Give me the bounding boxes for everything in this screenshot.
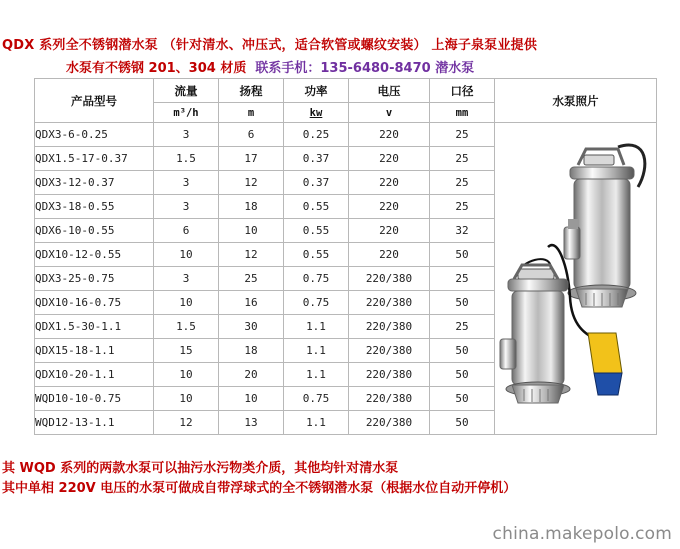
cell-model: QDX1.5-17-0.37 [35, 147, 154, 171]
table-row [35, 123, 657, 147]
col-header-head: 扬程 [219, 79, 284, 103]
cell-model: QDX10-12-0.55 [35, 243, 154, 267]
unit-flow: m³/h [154, 103, 219, 123]
cell-flow: 10 [154, 243, 219, 267]
cell-model: WQD12-13-1.1 [35, 411, 154, 435]
cell-power: 0.37 [284, 171, 349, 195]
cell-caliber: 50 [430, 387, 495, 411]
cell-voltage: 220 [349, 171, 430, 195]
unit-power: kw [284, 103, 349, 123]
cell-power: 0.55 [284, 219, 349, 243]
cell-caliber: 50 [430, 291, 495, 315]
contact-info: 联系手机：135-6480-8470 潜水泵 [255, 61, 475, 76]
cell-power: 1.1 [284, 363, 349, 387]
cell-voltage: 220/380 [349, 315, 430, 339]
header-subtitle [66, 57, 474, 76]
cell-caliber: 50 [430, 339, 495, 363]
cell-voltage: 220 [349, 219, 430, 243]
cell-voltage: 220 [349, 123, 430, 147]
cell-head: 17 [219, 147, 284, 171]
cell-voltage: 220/380 [349, 291, 430, 315]
cell-flow: 6 [154, 219, 219, 243]
cell-flow: 1.5 [154, 147, 219, 171]
cell-power: 0.75 [284, 387, 349, 411]
cell-flow: 3 [154, 123, 219, 147]
table-header-row [35, 79, 657, 103]
cell-caliber: 50 [430, 243, 495, 267]
cell-flow: 3 [154, 171, 219, 195]
header-title: QDX 系列全不锈钢潜水泵 （针对清水、冲压式，适合软管或螺纹安装） 上海子泉泵业提供 [2, 38, 538, 53]
cell-voltage: 220 [349, 243, 430, 267]
material-note: 水泵有不锈钢 201、304 材质 [66, 61, 247, 76]
float-switch-icon [588, 333, 622, 395]
unit-caliber: mm [430, 103, 495, 123]
col-header-model: 产品型号 [35, 79, 154, 123]
cell-model: QDX1.5-30-1.1 [35, 315, 154, 339]
col-header-caliber: 口径 [430, 79, 495, 103]
cell-flow: 10 [154, 363, 219, 387]
cell-model: QDX3-18-0.55 [35, 195, 154, 219]
watermark: china.makepolo.com [492, 524, 672, 544]
cell-head: 12 [219, 171, 284, 195]
cell-power: 1.1 [284, 315, 349, 339]
cell-head: 25 [219, 267, 284, 291]
cell-voltage: 220/380 [349, 363, 430, 387]
cell-flow: 1.5 [154, 315, 219, 339]
submersible-pump-icon [564, 145, 645, 307]
pump-photo [498, 127, 654, 427]
cell-power: 1.1 [284, 339, 349, 363]
cell-caliber: 32 [430, 219, 495, 243]
pump-photo-cell [495, 123, 657, 435]
cell-caliber: 50 [430, 363, 495, 387]
cell-head: 30 [219, 315, 284, 339]
cell-model: QDX6-10-0.55 [35, 219, 154, 243]
cell-flow: 15 [154, 339, 219, 363]
cell-voltage: 220/380 [349, 267, 430, 291]
cell-caliber: 25 [430, 267, 495, 291]
cell-voltage: 220 [349, 195, 430, 219]
cell-head: 12 [219, 243, 284, 267]
cell-head: 6 [219, 123, 284, 147]
cell-power: 0.75 [284, 291, 349, 315]
cell-caliber: 25 [430, 123, 495, 147]
cell-flow: 10 [154, 291, 219, 315]
cell-head: 16 [219, 291, 284, 315]
cell-head: 10 [219, 219, 284, 243]
cell-voltage: 220/380 [349, 339, 430, 363]
cell-voltage: 220/380 [349, 411, 430, 435]
cell-power: 0.25 [284, 123, 349, 147]
cell-head: 20 [219, 363, 284, 387]
cell-caliber: 25 [430, 315, 495, 339]
pump-spec-table [34, 78, 657, 435]
cell-power: 0.37 [284, 147, 349, 171]
cell-power: 0.55 [284, 243, 349, 267]
cell-flow: 12 [154, 411, 219, 435]
cell-flow: 3 [154, 195, 219, 219]
cell-head: 18 [219, 339, 284, 363]
cell-power: 1.1 [284, 411, 349, 435]
cell-caliber: 25 [430, 147, 495, 171]
cell-caliber: 25 [430, 195, 495, 219]
unit-head: m [219, 103, 284, 123]
col-header-power: 功率 [284, 79, 349, 103]
cell-model: QDX3-6-0.25 [35, 123, 154, 147]
cell-model: QDX3-12-0.37 [35, 171, 154, 195]
cell-caliber: 25 [430, 171, 495, 195]
cell-model: QDX15-18-1.1 [35, 339, 154, 363]
cell-voltage: 220/380 [349, 387, 430, 411]
cell-head: 18 [219, 195, 284, 219]
cell-model: QDX10-20-1.1 [35, 363, 154, 387]
col-header-photo: 水泵照片 [495, 79, 657, 123]
unit-voltage: v [349, 103, 430, 123]
cell-flow: 10 [154, 387, 219, 411]
table-body [35, 123, 657, 435]
footer-note-1: 其 WQD 系列的两款水泵可以抽污水污物类介质，其他均针对清水泵 [2, 461, 399, 476]
cell-voltage: 220 [349, 147, 430, 171]
cell-model: WQD10-10-0.75 [35, 387, 154, 411]
cell-head: 10 [219, 387, 284, 411]
cell-model: QDX3-25-0.75 [35, 267, 154, 291]
cell-head: 13 [219, 411, 284, 435]
cell-flow: 3 [154, 267, 219, 291]
footer-note-2: 其中单相 220V 电压的水泵可做成自带浮球式的全不锈钢潜水泵（根据水位自动开停机） [2, 481, 517, 496]
cell-model: QDX10-16-0.75 [35, 291, 154, 315]
col-header-voltage: 电压 [349, 79, 430, 103]
cell-power: 0.55 [284, 195, 349, 219]
cell-power: 0.75 [284, 267, 349, 291]
cell-caliber: 50 [430, 411, 495, 435]
col-header-flow: 流量 [154, 79, 219, 103]
